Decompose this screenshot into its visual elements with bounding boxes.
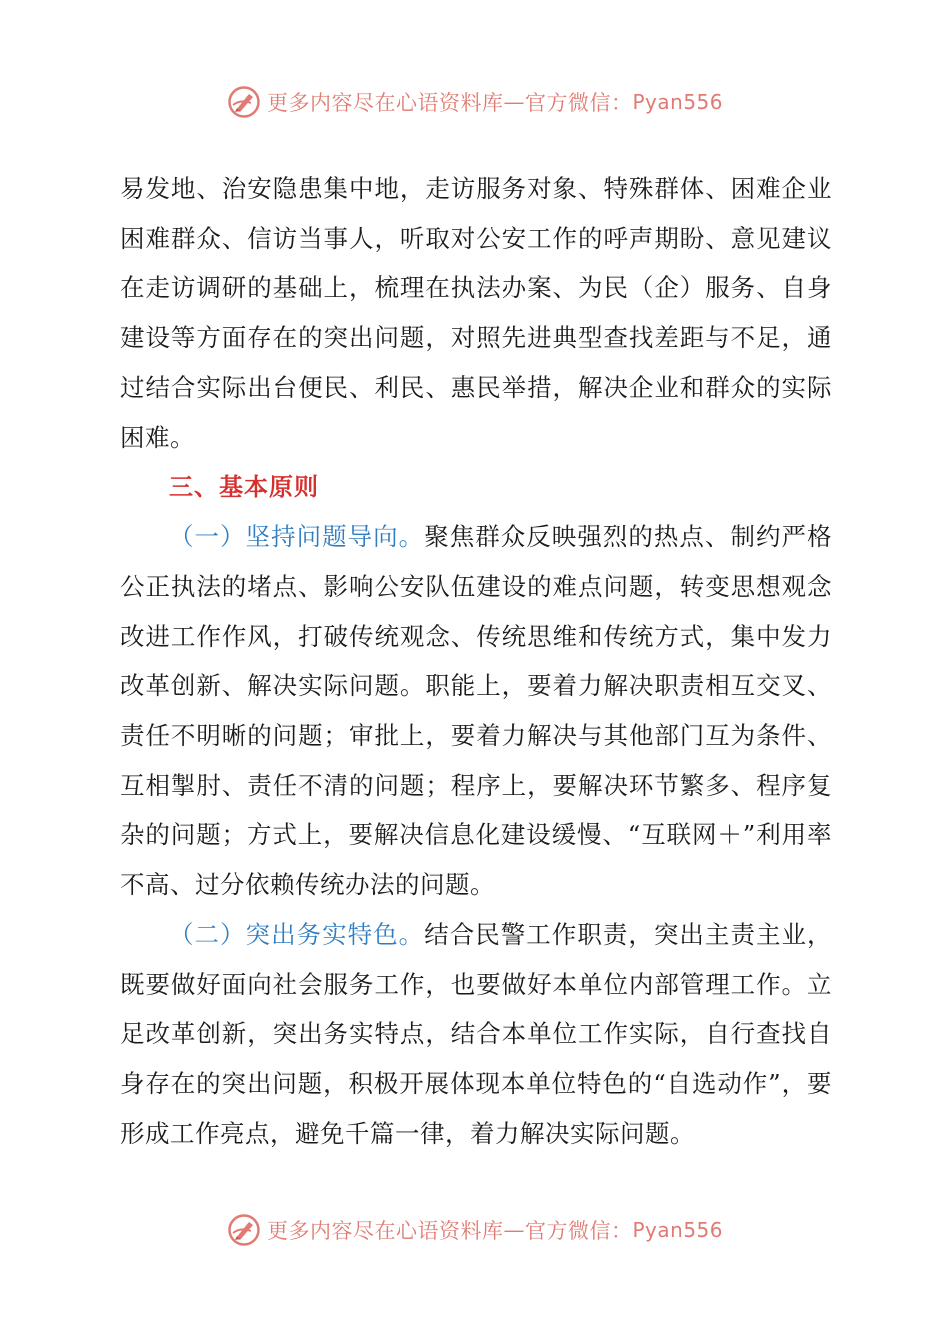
document-body: [120, 164, 832, 1158]
principle-text-2: 结合民警工作职责，突出主责主业，既要做好面向社会服务工作，也要做好本单位内部管理工作。立足改革创新，突出务实特点，结合本单位工作实际，自行查找自身存在的突出问题，积极开展体现本单位特色的“自选动作”，要形成工作亮点，避免千篇一律，着力解决实际问题。: [120, 919, 833, 1148]
intro-paragraph: 易发地、治安隐患集中地，走访服务对象、特殊群体、困难企业困难群众、信访当事人，听取对公安工作的呼声期盼、意见建议在走访调研的基础上，梳理在执法办案、为民（企）服务、自身建设等方面存在的突出问题，对照先进典型查找差距与不足，通过结合实际出台便民、利民、惠民举措，解决企业和群众的实际困难。: [120, 174, 832, 452]
watermark-separator: —: [503, 1218, 525, 1242]
principle-paragraph-1: [120, 512, 832, 910]
pen-logo-icon: [227, 85, 261, 119]
header-watermark: [0, 80, 950, 124]
pen-logo-icon: [227, 1213, 261, 1247]
footer-watermark: [0, 1208, 950, 1252]
watermark-text: 更多内容尽在心语资料库: [266, 91, 504, 115]
watermark-wechat-id: Pyan556: [632, 1218, 723, 1242]
watermark-wechat-label: 官方微信：: [524, 1219, 633, 1243]
section-heading: 三、基本原则: [169, 473, 319, 502]
watermark-text: 更多内容尽在心语资料库: [266, 1219, 504, 1243]
watermark-wechat-label: 官方微信：: [524, 91, 633, 115]
principle-text-1: 聚焦群众反映强烈的热点、制约严格公正执法的堵点、影响公安队伍建设的难点问题，转变思想观念改进工作作风，打破传统观念、传统思维和传统方式，集中发力改革创新、解决实际问题。职能上，要着力解决职责相互交叉、责任不明晰的问题；审批上，要着力解决与其他部门互为条件、互相掣肘、责任不清的问题；程序上，要解决环节繁多、程序复杂的问题；方式上，要解决信息化建设缓慢、“互联网＋”利用率不高、过分依赖传统办法的问题。: [120, 522, 833, 900]
watermark-wechat-id: Pyan556: [632, 90, 723, 114]
principle-lead-1: （一）坚持问题导向。: [169, 522, 425, 552]
principle-lead-2: （二）突出务实特色。: [169, 919, 425, 949]
principle-paragraph-2: [120, 910, 832, 1159]
watermark-separator: —: [503, 90, 525, 114]
